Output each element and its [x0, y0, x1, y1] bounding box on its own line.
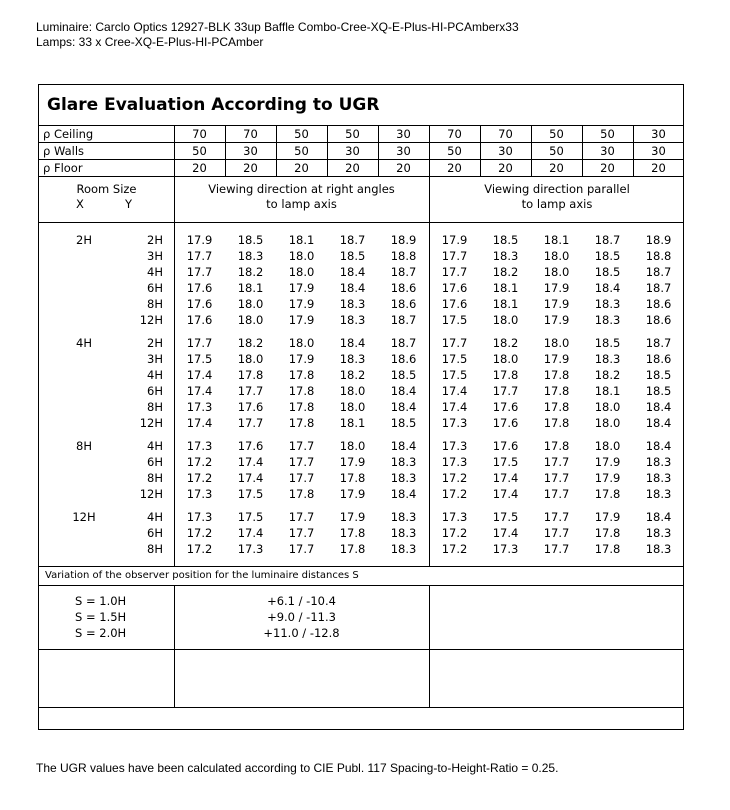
- reflectance-value: 30: [600, 144, 615, 158]
- ugr-value: 18.5: [594, 265, 621, 279]
- row-divider: [39, 142, 683, 143]
- ugr-value: 18.6: [645, 352, 672, 366]
- ugr-value: 18.2: [237, 265, 264, 279]
- s-label: S = 1.0H: [75, 594, 127, 608]
- ugr-value: 18.3: [390, 542, 417, 556]
- variation-right-value: +11.0 / -12.8: [263, 626, 340, 640]
- ugr-value: 18.7: [645, 281, 672, 295]
- room-size-y: Y: [125, 197, 133, 211]
- ugr-value: 18.0: [543, 265, 570, 279]
- ugr-value: 18.3: [390, 526, 417, 540]
- ugr-value: 18.9: [645, 233, 672, 247]
- ugr-value: 17.7: [186, 336, 213, 350]
- ugr-value: 17.2: [186, 471, 213, 485]
- ugr-value: 18.9: [390, 233, 417, 247]
- ugr-value: 18.3: [339, 352, 366, 366]
- room-size-x: X: [76, 197, 84, 211]
- ugr-value: 18.3: [492, 249, 519, 263]
- ugr-value: 18.5: [594, 249, 621, 263]
- reflectance-value: 70: [192, 127, 207, 141]
- ugr-value: 18.7: [390, 336, 417, 350]
- variation-middle-divider: [429, 585, 430, 707]
- ugr-value: 17.9: [288, 281, 315, 295]
- ugr-value: 18.7: [390, 313, 417, 327]
- ugr-value: 18.4: [645, 439, 672, 453]
- ugr-value: 17.7: [186, 249, 213, 263]
- ugr-value: 18.0: [339, 400, 366, 414]
- ugr-value: 17.7: [186, 265, 213, 279]
- ugr-value: 17.7: [492, 384, 519, 398]
- room-y-label: 8H: [147, 297, 163, 311]
- row-divider: [39, 125, 683, 126]
- ugr-value: 18.5: [645, 384, 672, 398]
- ugr-value: 18.0: [339, 384, 366, 398]
- ugr-value: 17.8: [594, 487, 621, 501]
- ugr-value: 18.3: [390, 471, 417, 485]
- ugr-value: 17.5: [492, 455, 519, 469]
- ugr-value: 18.1: [237, 281, 264, 295]
- room-y-label: 12H: [139, 416, 163, 430]
- ugr-value: 18.0: [237, 313, 264, 327]
- ugr-value: 17.7: [288, 526, 315, 540]
- ugr-value: 18.2: [339, 368, 366, 382]
- ugr-value: 18.0: [543, 249, 570, 263]
- ugr-value: 17.7: [288, 455, 315, 469]
- ugr-value: 18.0: [288, 265, 315, 279]
- ugr-value: 18.0: [288, 249, 315, 263]
- ugr-value: 18.6: [645, 297, 672, 311]
- ugr-value: 18.3: [594, 313, 621, 327]
- ugr-value: 18.7: [645, 336, 672, 350]
- room-y-label: 6H: [147, 281, 163, 295]
- ugr-value: 18.0: [594, 416, 621, 430]
- ugr-value: 18.3: [339, 313, 366, 327]
- ugr-value: 17.4: [186, 368, 213, 382]
- ugr-value: 17.2: [186, 455, 213, 469]
- ugr-value: 17.9: [543, 297, 570, 311]
- s-label: S = 2.0H: [75, 626, 127, 640]
- ugr-value: 17.7: [237, 416, 264, 430]
- row-divider: [39, 176, 683, 177]
- ugr-value: 17.7: [288, 542, 315, 556]
- reflectance-value: 30: [498, 144, 513, 158]
- ugr-value: 17.9: [543, 352, 570, 366]
- variation-bottom-divider: [39, 649, 683, 650]
- ugr-value: 17.8: [543, 384, 570, 398]
- ugr-value: 17.4: [237, 455, 264, 469]
- ugr-value: 18.4: [645, 510, 672, 524]
- ugr-value: 18.6: [390, 297, 417, 311]
- ugr-value: 17.8: [543, 400, 570, 414]
- ugr-value: 18.4: [645, 416, 672, 430]
- ugr-value: 18.3: [390, 455, 417, 469]
- ugr-value: 18.5: [237, 233, 264, 247]
- ugr-value: 17.8: [339, 542, 366, 556]
- reflectance-label: ρ Ceiling: [43, 127, 94, 141]
- ugr-value: 17.3: [492, 542, 519, 556]
- ugr-value: 17.2: [441, 542, 468, 556]
- ugr-value: 17.3: [186, 487, 213, 501]
- ugr-value: 17.9: [339, 510, 366, 524]
- reflectance-value: 20: [294, 161, 309, 175]
- ugr-value: 18.1: [492, 297, 519, 311]
- ugr-value: 17.5: [492, 510, 519, 524]
- ugr-value: 17.7: [543, 487, 570, 501]
- ugr-value: 17.8: [288, 487, 315, 501]
- ugr-value: 18.3: [237, 249, 264, 263]
- room-size-label: Room Size: [76, 182, 137, 196]
- reflectance-value: 30: [243, 144, 258, 158]
- ugr-value: 18.3: [594, 352, 621, 366]
- ugr-value: 18.1: [543, 233, 570, 247]
- ugr-value: 17.2: [441, 471, 468, 485]
- ugr-value: 18.0: [339, 439, 366, 453]
- ugr-value: 17.8: [594, 542, 621, 556]
- ugr-value: 17.9: [543, 281, 570, 295]
- ugr-value: 17.5: [237, 510, 264, 524]
- reflectance-value: 20: [600, 161, 615, 175]
- ugr-value: 18.5: [390, 368, 417, 382]
- ugr-value: 18.5: [594, 336, 621, 350]
- view-right-heading-1: Viewing direction at right angles: [208, 182, 395, 196]
- ugr-value: 17.3: [186, 439, 213, 453]
- summary-bottom-divider: [39, 707, 683, 708]
- ugr-value: 17.7: [543, 526, 570, 540]
- ugr-value: 17.4: [186, 384, 213, 398]
- room-y-label: 3H: [147, 352, 163, 366]
- ugr-value: 17.8: [288, 416, 315, 430]
- ugr-value: 17.9: [186, 233, 213, 247]
- room-x-label: 12H: [72, 510, 96, 524]
- ugr-value: 18.2: [594, 368, 621, 382]
- data-bottom-divider: [39, 566, 683, 567]
- ugr-value: 17.6: [441, 281, 468, 295]
- room-y-label: 6H: [147, 455, 163, 469]
- reflectance-value: 20: [651, 161, 666, 175]
- reflectance-value: 30: [651, 127, 666, 141]
- ugr-value: 17.8: [288, 400, 315, 414]
- reflectance-value: 20: [345, 161, 360, 175]
- ugr-value: 18.0: [237, 297, 264, 311]
- ugr-value: 18.4: [339, 265, 366, 279]
- ugr-value: 17.7: [288, 439, 315, 453]
- ugr-value: 17.6: [492, 439, 519, 453]
- ugr-value: 18.4: [339, 281, 366, 295]
- ugr-value: 17.9: [594, 455, 621, 469]
- ugr-value: 18.6: [390, 281, 417, 295]
- room-y-label: 12H: [139, 487, 163, 501]
- reflectance-value: 50: [294, 127, 309, 141]
- ugr-value: 17.4: [492, 487, 519, 501]
- ugr-value: 17.8: [288, 368, 315, 382]
- reflectance-value: 70: [243, 127, 258, 141]
- ugr-value: 17.8: [339, 471, 366, 485]
- ugr-value: 17.4: [492, 471, 519, 485]
- reflectance-value: 20: [498, 161, 513, 175]
- ugr-value: 18.3: [645, 455, 672, 469]
- reflectance-value: 50: [549, 144, 564, 158]
- ugr-value: 17.3: [441, 510, 468, 524]
- table-title: Glare Evaluation According to UGR: [47, 95, 380, 115]
- ugr-value: 17.7: [543, 542, 570, 556]
- ugr-value: 18.4: [594, 281, 621, 295]
- ugr-value: 17.7: [441, 336, 468, 350]
- ugr-value: 17.7: [441, 265, 468, 279]
- ugr-value: 18.8: [645, 249, 672, 263]
- reflectance-value: 50: [600, 127, 615, 141]
- ugr-value: 18.4: [390, 384, 417, 398]
- ugr-value: 18.5: [390, 416, 417, 430]
- ugr-value: 18.7: [594, 233, 621, 247]
- room-y-label: 8H: [147, 400, 163, 414]
- ugr-table: [38, 84, 684, 730]
- ugr-value: 18.3: [594, 297, 621, 311]
- ugr-value: 18.2: [492, 336, 519, 350]
- ugr-value: 18.0: [594, 400, 621, 414]
- ugr-value: 18.7: [645, 265, 672, 279]
- ugr-value: 17.5: [237, 487, 264, 501]
- reflectance-value: 20: [192, 161, 207, 175]
- room-x-label: 4H: [76, 336, 92, 350]
- reflectance-value: 30: [396, 127, 411, 141]
- ugr-value: 17.6: [186, 297, 213, 311]
- ugr-value: 18.4: [339, 336, 366, 350]
- ugr-value: 17.7: [543, 510, 570, 524]
- ugr-value: 18.2: [492, 265, 519, 279]
- room-y-label: 6H: [147, 526, 163, 540]
- ugr-value: 17.2: [441, 487, 468, 501]
- header-divider: [39, 222, 683, 223]
- ugr-value: 17.3: [237, 542, 264, 556]
- room-x-label: 2H: [76, 233, 92, 247]
- reflectance-value: 20: [549, 161, 564, 175]
- ugr-value: 18.0: [492, 313, 519, 327]
- ugr-value: 18.2: [237, 336, 264, 350]
- ugr-value: 18.5: [339, 249, 366, 263]
- ugr-value: 17.9: [594, 510, 621, 524]
- reflectance-value: 20: [243, 161, 258, 175]
- ugr-value: 17.6: [237, 439, 264, 453]
- view-right-heading-2: to lamp axis: [266, 197, 337, 211]
- ugr-value: 17.3: [441, 455, 468, 469]
- ugr-value: 17.4: [186, 416, 213, 430]
- room-y-label: 2H: [147, 233, 163, 247]
- reflectance-value: 50: [192, 144, 207, 158]
- ugr-value: 17.5: [441, 352, 468, 366]
- ugr-value: 17.8: [288, 384, 315, 398]
- ugr-value: 18.3: [645, 487, 672, 501]
- ugr-value: 18.0: [237, 352, 264, 366]
- ugr-value: 17.7: [441, 249, 468, 263]
- ugr-value: 17.6: [492, 416, 519, 430]
- ugr-value: 17.5: [186, 352, 213, 366]
- reflectance-value: 50: [345, 127, 360, 141]
- ugr-value: 18.3: [645, 471, 672, 485]
- room-y-label: 2H: [147, 336, 163, 350]
- ugr-value: 18.8: [390, 249, 417, 263]
- variation-right-value: +6.1 / -10.4: [267, 594, 336, 608]
- ugr-value: 17.2: [441, 526, 468, 540]
- ugr-value: 18.3: [339, 297, 366, 311]
- ugr-value: 17.7: [288, 510, 315, 524]
- room-y-label: 4H: [147, 439, 163, 453]
- ugr-value: 18.3: [390, 510, 417, 524]
- ugr-value: 17.9: [339, 455, 366, 469]
- ugr-value: 17.2: [186, 542, 213, 556]
- ugr-value: 17.3: [441, 439, 468, 453]
- ugr-value: 17.8: [594, 526, 621, 540]
- reflectance-value: 20: [447, 161, 462, 175]
- room-y-label: 8H: [147, 542, 163, 556]
- ugr-value: 17.8: [543, 439, 570, 453]
- variation-divider: [39, 585, 683, 586]
- view-parallel-heading-1: Viewing direction parallel: [484, 182, 630, 196]
- reflectance-value: 70: [447, 127, 462, 141]
- ugr-value: 18.0: [594, 439, 621, 453]
- ugr-value: 17.9: [441, 233, 468, 247]
- ugr-value: 17.9: [339, 487, 366, 501]
- ugr-value: 17.5: [441, 313, 468, 327]
- ugr-value: 17.3: [441, 416, 468, 430]
- room-y-label: 12H: [139, 313, 163, 327]
- ugr-value: 17.7: [543, 471, 570, 485]
- ugr-value: 18.5: [492, 233, 519, 247]
- ugr-value: 18.1: [339, 416, 366, 430]
- room-y-label: 8H: [147, 471, 163, 485]
- footer-note: The UGR values have been calculated according to CIE Publ. 117 Spacing-to-Height-Ratio = 0.25.: [36, 761, 559, 775]
- ugr-value: 18.4: [390, 487, 417, 501]
- ugr-value: 18.1: [594, 384, 621, 398]
- ugr-value: 17.2: [186, 526, 213, 540]
- ugr-value: 17.9: [288, 297, 315, 311]
- ugr-value: 17.6: [492, 400, 519, 414]
- ugr-value: 17.8: [339, 526, 366, 540]
- ugr-value: 18.3: [645, 542, 672, 556]
- ugr-value: 17.9: [288, 313, 315, 327]
- ugr-value: 17.8: [237, 368, 264, 382]
- ugr-value: 18.0: [543, 336, 570, 350]
- ugr-value: 18.4: [645, 400, 672, 414]
- ugr-value: 17.7: [543, 455, 570, 469]
- luminaire-header: [36, 20, 519, 50]
- ugr-value: 17.9: [543, 313, 570, 327]
- ugr-value: 17.3: [186, 510, 213, 524]
- ugr-value: 17.8: [543, 368, 570, 382]
- room-y-label: 6H: [147, 384, 163, 398]
- lamps-description: Lamps: 33 x Cree-XQ-E-Plus-HI-PCAmber: [36, 35, 264, 49]
- luminaire-name: Luminaire: Carclo Optics 12927-BLK 33up Baffle Combo-Cree-XQ-E-Plus-HI-PCAmberx33: [36, 20, 519, 34]
- reflectance-value: 30: [396, 144, 411, 158]
- ugr-value: 17.4: [237, 526, 264, 540]
- room-y-label: 4H: [147, 510, 163, 524]
- reflectance-value: 20: [396, 161, 411, 175]
- ugr-value: 17.6: [186, 313, 213, 327]
- ugr-value: 17.6: [186, 281, 213, 295]
- room-y-label: 3H: [147, 249, 163, 263]
- ugr-value: 17.9: [594, 471, 621, 485]
- ugr-value: 17.9: [288, 352, 315, 366]
- ugr-value: 17.6: [441, 297, 468, 311]
- s-label: S = 1.5H: [75, 610, 127, 624]
- ugr-value: 17.6: [237, 400, 264, 414]
- ugr-value: 18.7: [390, 265, 417, 279]
- room-y-label: 4H: [147, 368, 163, 382]
- reflectance-value: 30: [651, 144, 666, 158]
- reflectance-label: ρ Floor: [43, 161, 83, 175]
- ugr-value: 18.7: [339, 233, 366, 247]
- view-parallel-heading-2: to lamp axis: [521, 197, 593, 211]
- variation-label: Variation of the observer position for the luminaire distances S: [45, 570, 359, 581]
- ugr-value: 17.7: [237, 384, 264, 398]
- ugr-value: 17.5: [441, 368, 468, 382]
- ugr-value: 18.4: [390, 400, 417, 414]
- ugr-value: 17.3: [186, 400, 213, 414]
- ugr-value: 18.3: [645, 526, 672, 540]
- reflectance-label: ρ Walls: [43, 144, 85, 158]
- ugr-value: 18.1: [288, 233, 315, 247]
- ugr-value: 17.4: [441, 400, 468, 414]
- ugr-value: 18.5: [645, 368, 672, 382]
- room-x-label: 8H: [76, 439, 92, 453]
- ugr-value: 18.1: [492, 281, 519, 295]
- ugr-value: 18.0: [492, 352, 519, 366]
- ugr-value: 17.7: [288, 471, 315, 485]
- ugr-value: 18.0: [288, 336, 315, 350]
- ugr-value: 18.6: [645, 313, 672, 327]
- variation-right-value: +9.0 / -11.3: [267, 610, 336, 624]
- ugr-value: 17.8: [492, 368, 519, 382]
- ugr-value: 17.4: [492, 526, 519, 540]
- reflectance-value: 50: [294, 144, 309, 158]
- reflectance-value: 50: [549, 127, 564, 141]
- row-divider: [39, 159, 683, 160]
- ugr-value: 17.4: [237, 471, 264, 485]
- room-y-label: 4H: [147, 265, 163, 279]
- ugr-value: 18.6: [390, 352, 417, 366]
- ugr-value: 17.4: [441, 384, 468, 398]
- reflectance-value: 30: [345, 144, 360, 158]
- reflectance-value: 50: [447, 144, 462, 158]
- ugr-value: 17.8: [543, 416, 570, 430]
- reflectance-value: 70: [498, 127, 513, 141]
- ugr-value: 18.4: [390, 439, 417, 453]
